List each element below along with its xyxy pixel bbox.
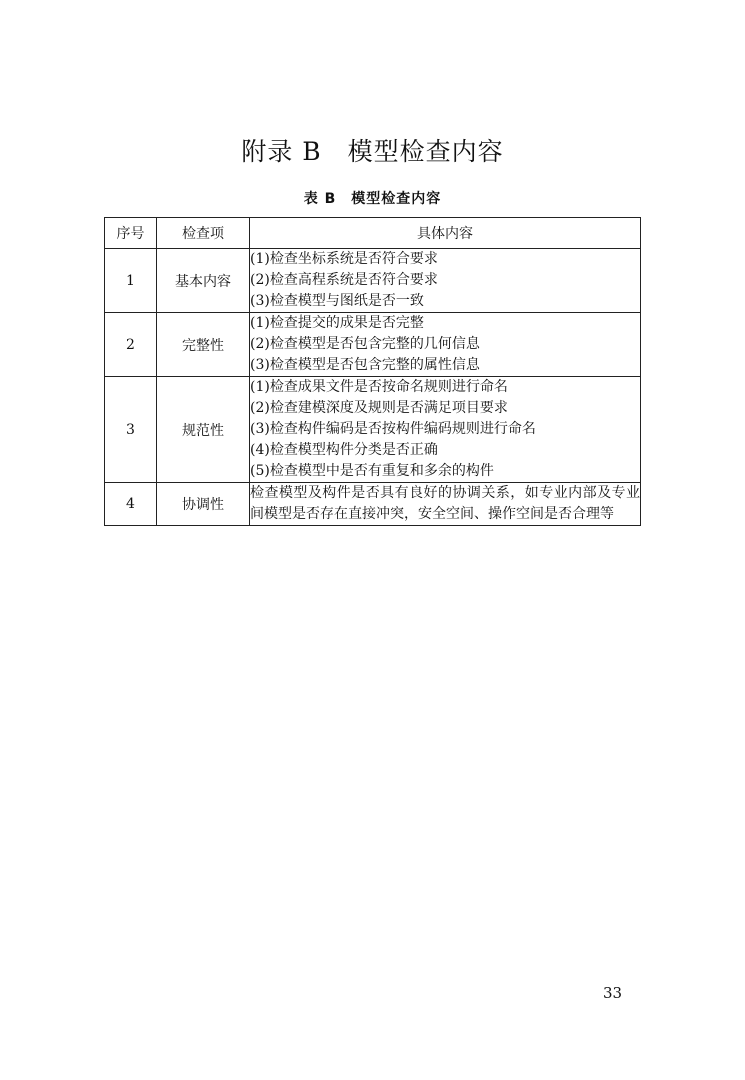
row-content: [250, 249, 641, 313]
row-num: 3: [105, 377, 157, 483]
content-line: (1)检查成果文件是否按命名规则进行命名: [250, 379, 508, 395]
header-item: 检查项: [157, 218, 250, 249]
content-line: (1)检查提交的成果是否完整: [250, 315, 424, 331]
appendix-heading: 附录 B 模型检查内容: [241, 137, 504, 166]
row-num: 1: [105, 249, 157, 313]
inspection-table: [104, 217, 641, 526]
row-num: 4: [105, 483, 157, 526]
row-item: 规范性: [157, 377, 250, 483]
row-num: 2: [105, 313, 157, 377]
row-item: 基本内容: [157, 249, 250, 313]
table-row: [105, 483, 641, 526]
table-caption: 表 B 模型检查内容: [303, 191, 442, 207]
content-line: (3)检查模型是否包含完整的属性信息: [250, 357, 480, 373]
row-item: 协调性: [157, 483, 250, 526]
table-row: [105, 313, 641, 377]
content-line: (5)检查模型中是否有重复和多余的构件: [250, 463, 494, 479]
row-item: 完整性: [157, 313, 250, 377]
content-paragraph: 检查模型及构件是否具有良好的协调关系，如专业内部及专业间模型是否存在直接冲突，安全空间、操作空间是否合理等: [250, 485, 640, 522]
content-line: (2)检查高程系统是否符合要求: [250, 272, 438, 288]
row-content: [250, 483, 641, 526]
content-line: (3)检查模型与图纸是否一致: [250, 293, 424, 309]
content-line: (2)检查建模深度及规则是否满足项目要求: [250, 400, 508, 416]
content-line: (4)检查模型构件分类是否正确: [250, 442, 438, 458]
content-line: (1)检查坐标系统是否符合要求: [250, 251, 438, 267]
row-content: [250, 377, 641, 483]
table-header-row: [105, 218, 641, 249]
row-content: [250, 313, 641, 377]
table-row: [105, 377, 641, 483]
table-row: [105, 249, 641, 313]
header-num: 序号: [105, 218, 157, 249]
page-number: 33: [603, 984, 623, 1002]
content-line: (2)检查模型是否包含完整的几何信息: [250, 336, 480, 352]
header-content: 具体内容: [250, 218, 641, 249]
content-line: (3)检查构件编码是否按构件编码规则进行命名: [250, 421, 536, 437]
